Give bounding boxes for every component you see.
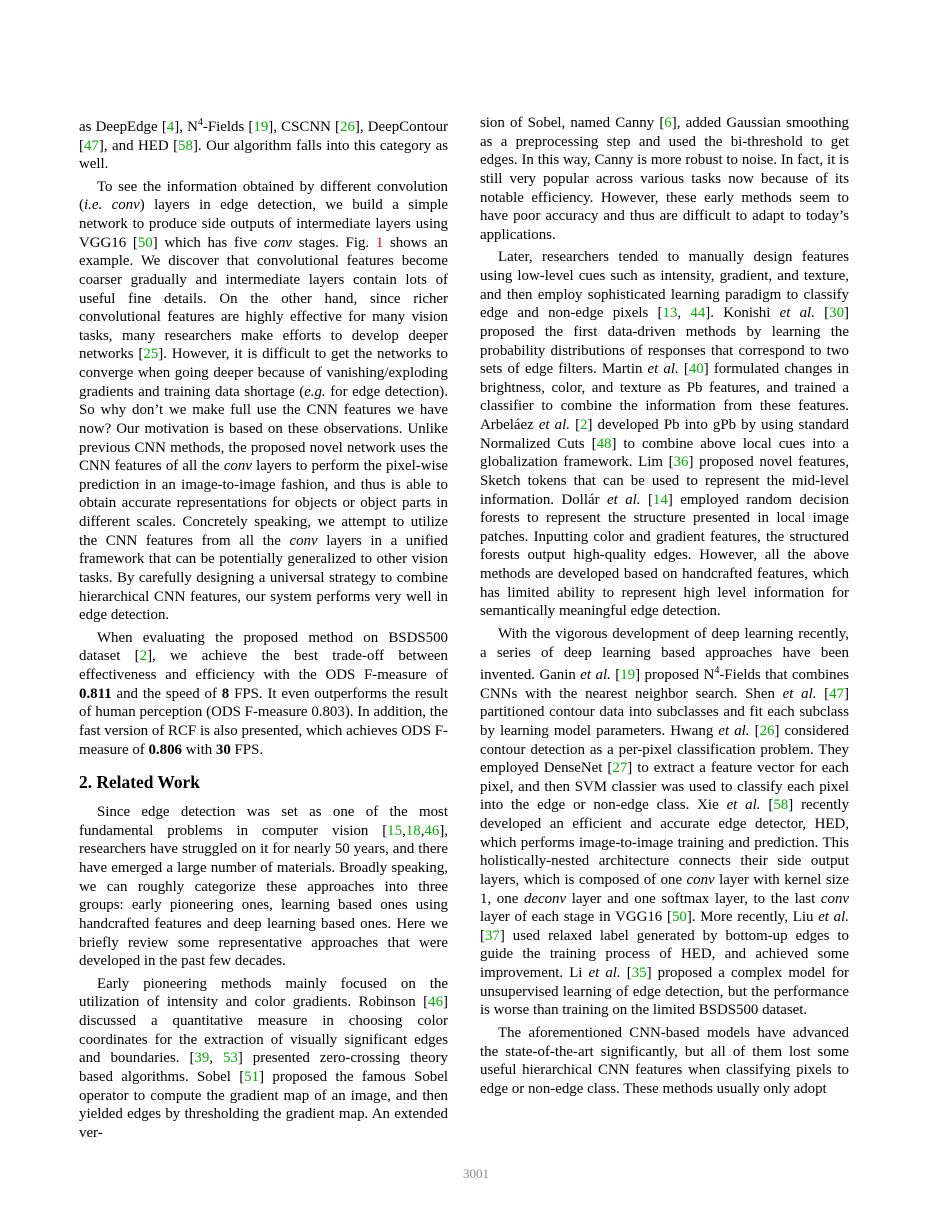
citation-link[interactable]: 26 (340, 118, 355, 135)
italic-text: deconv (523, 890, 567, 907)
citation-link[interactable]: 4 (166, 118, 175, 135)
citation-link[interactable]: 35 (631, 965, 647, 982)
italic-text: et al. (779, 305, 815, 322)
citation-link[interactable]: 26 (759, 722, 775, 739)
page-number: 3001 (463, 1166, 489, 1181)
citation-link[interactable]: 47 (83, 137, 99, 154)
italic-text: et al. (606, 491, 641, 508)
italic-text: et al. (538, 417, 570, 433)
italic-text: i.e. conv (83, 197, 140, 214)
citation-link[interactable]: 25 (143, 346, 159, 363)
citation-link[interactable]: 53 (222, 1050, 238, 1067)
italic-text: et al. (726, 797, 761, 814)
citation-link[interactable]: 30 (829, 305, 845, 322)
right-column (480, 114, 849, 1102)
citation-link[interactable]: 46 (424, 822, 440, 839)
paragraph-continuation: as DeepEdge [4], $N^4$-Fields [19], CSCNN [26], DeepContour [47], and HED [58]. Our algorithm falls into this category as well. (79, 117, 448, 173)
italic-text: et al. (580, 667, 611, 684)
section-heading-related-work: 2. Related Work (79, 772, 200, 793)
paragraph-early-methods: Early pioneering methods mainly focused on the utilization of intensity and color gradients. Robinson [46] discussed a quantitative measure in choosing color coordinates for the extraction of visually significant edges and boundaries. [39, 53] presented zero-crossing theory based algorithms. Sobel [51] proposed the famous Sobel operator to compute the gradient map of an image, and then yielded edges by thresholding the gradient map. An extended ver- (79, 975, 448, 1141)
italic-text: et al. (818, 909, 849, 926)
left-column (79, 114, 448, 1146)
italic-text: conv (820, 890, 849, 907)
bold-value: 0.811 (79, 685, 112, 702)
citation-link[interactable]: 2 (580, 417, 588, 433)
italic-text: et al. (588, 965, 621, 982)
citation-link[interactable]: 47 (829, 685, 845, 702)
citation-link[interactable]: 58 (773, 797, 789, 814)
paragraph-conv-layers: To see the information obtained by different convolution (i.e. conv) layers in edge detection, we build a simple network to produce side outputs of intermediate layers using VGG16 [50] which has five conv stages. Fig. 1 shows an example. We discover that convolutional features become coarser gradually and intermediate layers contain lots of useful fine details. On the other hand, since richer convolutional features are highly effective for many vision tasks, many researchers make efforts to develop deeper networks [25]. However, it is difficult to get the networks to converge when going deeper because of vanishing/exploding gradients and training data shortage (e.g. for edge detection). So why don’t we make full use the CNN features we have now? Our motivation is based on these observations. Unlike previous CNN methods, the proposed novel network uses the CNN features of all the conv layers to perform the pixel-wise prediction in an image-to-image fashion, and thus is able to obtain accurate representations for objects or object parts in different scales. Concretely speaking, we attempt to utilize the CNN features from all the conv layers in a unified framework that can be potentially generalized to other vision tasks. By carefully designing a universal strategy to combine hierarchical CNN features, our system performs very well in edge detection. (79, 178, 448, 624)
italic-text: et al. (647, 361, 679, 378)
citation-link[interactable]: 14 (652, 491, 668, 508)
citation-link[interactable]: 37 (484, 927, 500, 944)
bold-value: 8 (221, 685, 230, 702)
citation-link[interactable]: 46 (428, 994, 444, 1011)
citation-link[interactable]: 18 (405, 822, 421, 839)
citation-link[interactable]: 39 (194, 1050, 210, 1067)
citation-link[interactable]: 44 (690, 305, 706, 322)
citation-link[interactable]: 15 (387, 822, 403, 839)
figure-reference-link[interactable]: 1 (375, 234, 384, 251)
italic-text: conv (223, 458, 252, 475)
citation-link[interactable]: 13 (662, 305, 678, 322)
citation-link[interactable]: 19 (620, 667, 636, 684)
citation-link[interactable]: 58 (178, 137, 193, 154)
superscript: 4 (197, 117, 203, 128)
citation-link[interactable]: 40 (688, 361, 704, 378)
italic-text: et al. (782, 685, 817, 702)
paragraph-related-intro: Since edge detection was set as one of the most fundamental problems in computer vision [15,18,46], researchers have struggled on it for nearly 50 years, and there have emerged a large number of materials. Broadly speaking, we can roughly categorize these approaches into three groups: early pioneering ones, learning based ones using handcrafted features and deep learning based ones. Here we briefly review some representative approaches that were developed in the past few decades. (79, 804, 448, 970)
citation-link[interactable]: 6 (664, 115, 672, 131)
citation-link[interactable]: 50 (137, 234, 153, 251)
citation-link[interactable]: 48 (596, 435, 612, 452)
bold-value: 30 (215, 741, 231, 758)
paragraph-handcrafted-features: Later, researchers tended to manually design features using low-level cues such as intensity, gradient, and texture, and then employ sophisticated learning paradigm to classify edge and non-edge pixels [13, 44]. Konishi et al. [30] proposed the first data-driven methods by learning the probability distributions of responses that correspond to two sets of edge filters. Martin et al. [40] formulated changes in brightness, color, and texture as Pb features, and trained a classifier to combine the information from these features. Arbeláez et al. [2] developed Pb into gPb by using standard Normalized Cuts [48] to combine above local cues into a globalization framework. Lim [36] proposed novel features, Sketch tokens that can be used to represent the mid-level information. Dollár et al. [14] employed random decision forests to represent the structure presented in local image patches. Inputting color and gradient features, the structured forests output high-quality edges. However, all the above methods are developed based on handcrafted features, which has limited ability to represent high level information for semantically meaningful edge detection. (480, 249, 850, 620)
italic-text: et al. (718, 722, 750, 739)
italic-text: conv (289, 532, 318, 549)
bold-value: 0.806 (148, 741, 182, 758)
italic-text: conv (263, 234, 293, 251)
paragraph-aforementioned: The aforementioned CNN-based models have advanced the state-of-the-art significantly, but all of them lost some useful hierarchical CNN features when classifying pixels to edge or non-edge class. These methods usually only adopt (480, 1024, 849, 1097)
citation-link[interactable]: 2 (139, 648, 148, 665)
paragraph-deep-learning: With the vigorous development of deep learning recently, a series of deep learning based approaches have been invented. Ganin et al. [19] proposed $N^4$-Fields that combines CNNs with the nearest neighbor search. Shen et al. [47] partitioned contour data into subclasses and fit each subclass by learning model parameters. Hwang et al. [26] considered contour detection as a per-pixel classification problem. They employed DenseNet [27] to extract a feature vector for each pixel, and then SVM classier was used to classify each pixel into the edge or non-edge class. Xie et al. [58] recently developed an efficient and accurate edge detector, HED, which performs image-to-image training and prediction. This holistically-nested architecture connects their side output layers, which is composed of one conv layer with kernel size 1, one deconv layer and one softmax layer, to the last conv layer of each stage in VGG16 [50]. More recently, Liu et al. [37] used relaxed label generated by bottom-up edges to guide the training process of HED, and achieved some improvement. Li et al. [35] proposed a complex model for unsupervised learning of edge detection, but the performance is worse than training on the limited BSDS500 dataset. (480, 625, 850, 1019)
paragraph-sobel-continuation: sion of Sobel, named Canny [6], added Gaussian smoothing as a preprocessing step and used the bi-threshold to get edges. In this way, Canny is more robust to noise. In fact, it is still very popular across various tasks now because of its notable efficiency. However, these early methods seem to have poor accuracy and thus are difficult to adapt to today’s applications. (480, 115, 849, 243)
citation-link[interactable]: 27 (612, 760, 628, 777)
citation-link[interactable]: 51 (244, 1068, 260, 1085)
italic-text: conv (686, 871, 715, 888)
citation-link[interactable]: 50 (671, 909, 687, 926)
citation-link[interactable]: 19 (253, 118, 269, 135)
superscript: 4 (714, 665, 720, 677)
citation-link[interactable]: 36 (673, 454, 689, 471)
italic-text: e.g. (304, 383, 326, 400)
paragraph-evaluation: When evaluating the proposed method on BSDS500 dataset [2], we achieve the best trade-off between effectiveness and efficiency with the ODS F-measure of 0.811 and the speed of 8 FPS. It even outperforms the result of human perception (ODS F-measure 0.803). In addition, the fast version of RCF is also presented, which achieves ODS F-measure of 0.806 with 30 FPS. (79, 629, 448, 758)
